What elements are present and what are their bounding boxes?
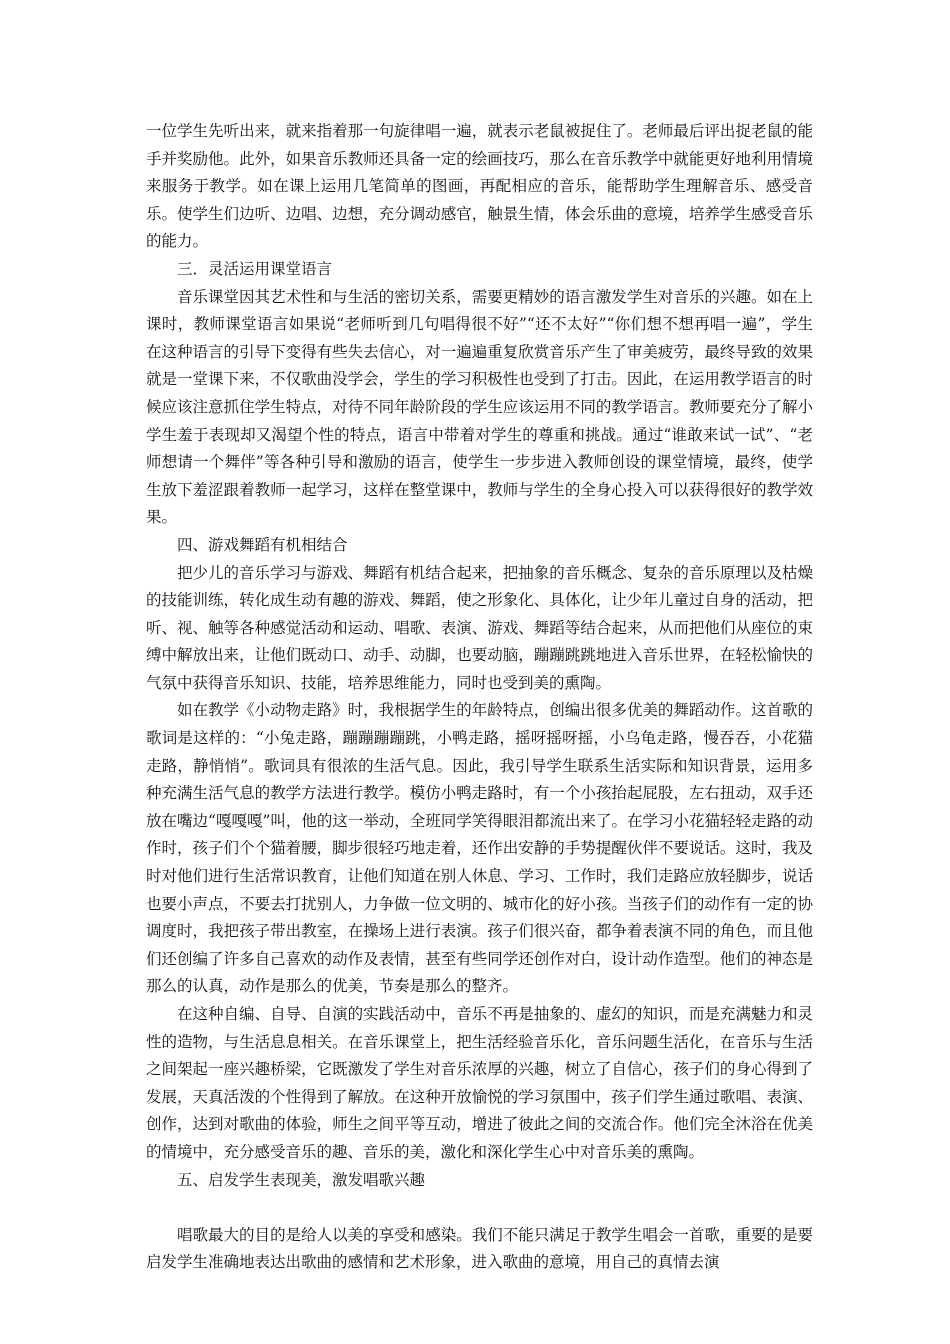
paragraph-continued: 一位学生先听出来，就来指着那一句旋律唱一遍，就表示老鼠被捉住了。老师最后评出捉老鼠的能手并奖励他。此外，如果音乐教师还具备一定的绘画技巧，那么在音乐教学中就能更好地利用情境来服务于教学。如在课上运用几笔简单的图画，再配相应的音乐，能帮助学生理解音乐、感受音乐。使学生们边听、边唱、边想，充分调动感官，触景生情，体会乐曲的意境，培养学生感受音乐的能力。: [146, 122, 813, 251]
section-heading-5: 五、启发学生表现美，激发唱歌兴趣: [177, 1170, 426, 1189]
blank-line: [146, 1194, 813, 1222]
section-heading-4: 四、游戏舞蹈有机相结合: [177, 535, 348, 554]
document-body: [146, 118, 813, 1277]
paragraph: 在这种自编、自导、自演的实践活动中，音乐不再是抽象的、虚幻的知识，而是充满魅力和灵性的造物，与生活息息相关。在音乐课堂上，把生活经验音乐化，音乐问题生活化，在音乐与生活之间架起一座兴趣桥梁，它既激发了学生对音乐浓厚的兴趣，树立了自信心，孩子们的身心得到了发展，天真活泼的个性得到了解放。在这种开放愉悦的学习氛围中，孩子们学生通过歌唱、表演、创作，达到对歌曲的体验，师生之间平等互动，增进了彼此之间的交流合作。他们完全沐浴在优美的情境中，充分感受音乐的趣、音乐的美，激化和深化学生心中对音乐美的熏陶。: [146, 1005, 813, 1161]
paragraph: 唱歌最大的目的是给人以美的享受和感染。我们不能只满足于教学生唱会一首歌，重要的是要启发学生准确地表达出歌曲的感情和艺术形象，进入歌曲的意境，用自己的真情去演: [146, 1225, 813, 1272]
paragraph: 音乐课堂因其艺术性和与生活的密切关系，需要更精妙的语言激发学生对音乐的兴趣。如在上课时，教师课堂语言如果说“老师听到几句唱得很不好”“还不太好”“你们想不想再唱一遍”，学生在这种语言的引导下变得有些失去信心，对一遍遍重复欣赏音乐产生了审美疲劳，最终导致的效果就是一堂课下来，不仅歌曲没学会，学生的学习积极性也受到了打击。因此，在运用教学语言的时候应该注意抓住学生特点，对待不同年龄阶段的学生应该运用不同的教学语言。教师要充分了解小学生羞于表现却又渴望个性的特点，语言中带着对学生的尊重和挑战。通过“谁敢来试一试”、“老师想请一个舞伴”等各种引导和激励的语言，使学生一步步进入教师创设的课堂情境，最终，使学生放下羞涩跟着教师一起学习，这样在整堂课中，教师与学生的全身心投入可以获得很好的教学效果。: [146, 287, 813, 527]
paragraph: 如在教学《小动物走路》时，我根据学生的年龄特点，创编出很多优美的舞蹈动作。这首歌的歌词是这样的：“小兔走路，蹦蹦蹦蹦跳，小鸭走路，摇呀摇呀摇，小乌龟走路，慢吞吞，小花猫走路，静悄悄”。歌词具有很浓的生活气息。因此，我引导学生联系生活实际和知识背景，运用多种充满生活气息的教学方法进行教学。模仿小鸭走路时，有一个小孩抬起屁股，左右扭动，双手还放在嘴边“嘎嘎嘎”叫，他的这一举动，全班同学笑得眼泪都流出来了。在学习小花猫轻轻走路的动作时，孩子们个个猫着腰，脚步很轻巧地走着，还作出安静的手势提醒伙伴不要说话。这时，我及时对他们进行生活常识教育，让他们知道在别人休息、学习、工作时，我们走路应放轻脚步，说话也要小声点，不要去打扰别人，力争做一位文明的、城市化的好小孩。当孩子们的动作有一定的协调度时，我把孩子带出教室，在操场上进行表演。孩子们很兴奋，都争着表演不同的角色，而且他们还创编了许多自己喜欢的动作及表情，甚至有些同学还创作对白，设计动作造型。他们的神态是那么的认真，动作是那么的优美，节奏是那么的整齐。: [146, 701, 813, 996]
section-heading-3: 三．灵活运用课堂语言: [177, 259, 333, 278]
paragraph: 把少儿的音乐学习与游戏、舞蹈有机结合起来，把抽象的音乐概念、复杂的音乐原理以及枯燥的技能训练，转化成生动有趣的游戏、舞蹈，使之形象化、具体化，让少年儿童过自身的活动，把听、视、触等各种感觉活动和运动、唱歌、表演、游戏、舞蹈等结合起来，从而把他们从座位的束缚中解放出来，让他们既动口、动手、动脚，也要动脑，蹦蹦跳跳地进入音乐世界，在轻松愉快的气氛中获得音乐知识、技能，培养思维能力，同时也受到美的熏陶。: [146, 563, 813, 692]
